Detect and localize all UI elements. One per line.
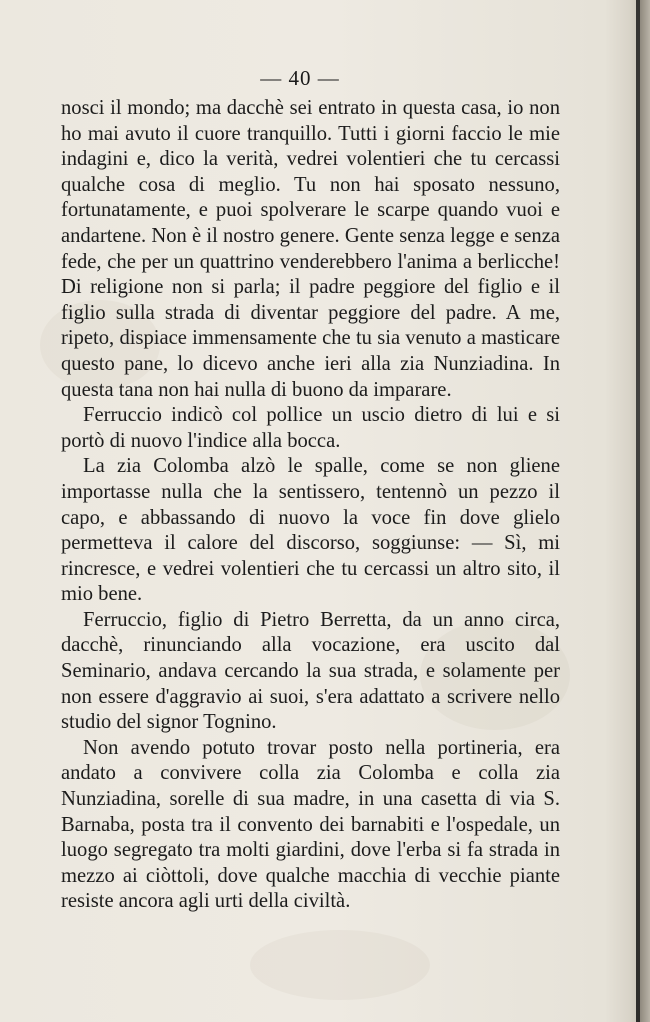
paragraph: Ferruccio, figlio di Pietro Berretta, da un anno circa, dacchè, rinunciando alla vocazione, era uscito dal Seminario, andava cercando la sua strada, e solamente per non essere d'aggravio ai suoi, s'era adattato a scrivere nello studio del signor Tognino.	[61, 608, 560, 734]
binding-edge-line	[636, 0, 640, 1022]
paragraph: Ferruccio indicò col pollice un uscio dietro di lui e si portò di nuovo l'indice alla bocca.	[61, 404, 560, 452]
paper-stain	[250, 930, 430, 1000]
paragraph: nosci il mondo; ma dacchè sei entrato in questa casa, io non ho mai avuto il cuore tranquillo. Tutti i giorni faccio le mie indagini e, dico la verità, vedrei volentieri che tu cercassi qualche cosa di meglio. Tu non hai sposato nessuno, fortunatamente, e puoi spolverare le scarpe quando vuoi e andartene. Non è il nostro genere. Gente senza legge e senza fede, che per un quattrino venderebbero l'anima a berlicche! Di religione non si parla; il padre peggiore del figlio e il figlio sulla strada di diventar peggiore del padre. A me, ripeto, dispiace immensamente che tu sia venuto a masticare questo pane, lo dicevo anche ieri alla zia Nunziadina. In questa tana non hai nulla di buono da imparare.	[61, 97, 560, 401]
paragraph: La zia Colomba alzò le spalle, come se non gliene importasse nulla che la sentissero, tentennò un pezzo il capo, e abbassando di nuovo la voce fin dove glielo permetteva il calore del discorso, soggiunse: — Sì, mi rincresce, e vedrei volentieri che tu cercassi un altro sito, il mio bene.	[61, 455, 560, 606]
body-text	[61, 96, 560, 915]
page-edge-shadow	[640, 0, 650, 1022]
page-number: — 40 —	[260, 66, 340, 90]
paragraph: Non avendo potuto trovar posto nella portineria, era andato a convivere colla zia Colomba e colla zia Nunziadina, sorelle di sua madre, in una casetta di via S. Barnaba, posta tra il convento dei barnabiti e l'ospedale, un luogo segregato tra molti giardini, dove l'erba si fa strada in mezzo ai ciòttoli, dove qualche macchia di vecchie piante resiste ancora agli urti della civiltà.	[61, 736, 560, 913]
